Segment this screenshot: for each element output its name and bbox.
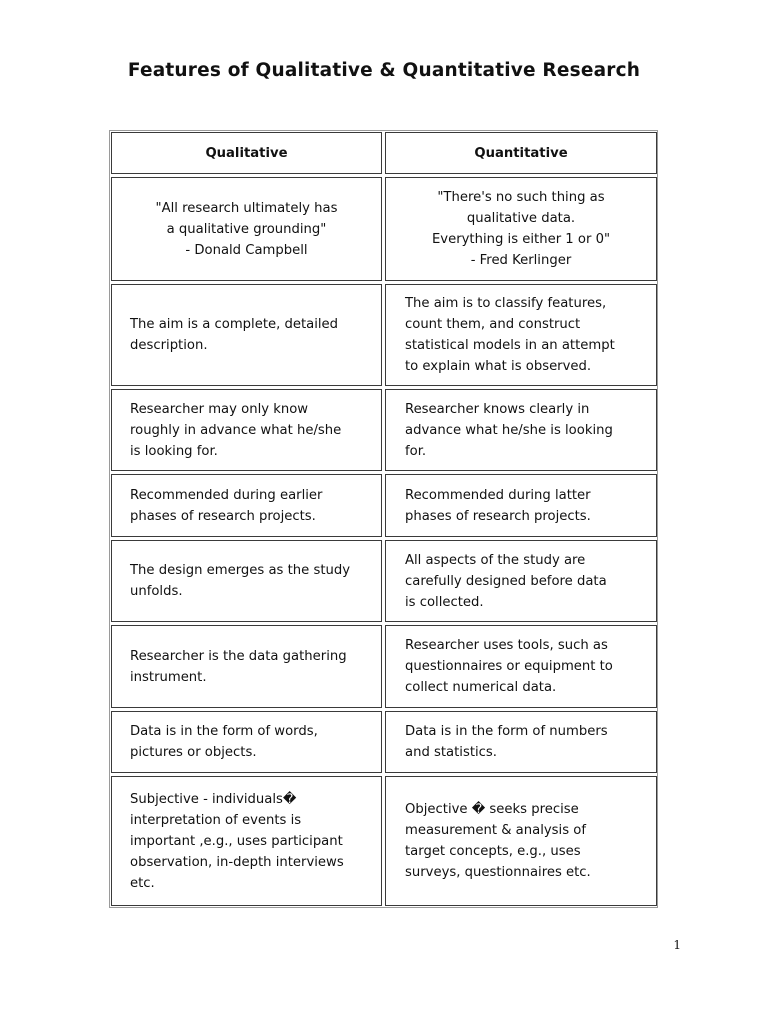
cell-text: The aim is a complete, detailed description. (130, 317, 339, 353)
table-cell-quantitative (385, 177, 657, 281)
table-header-quantitative (385, 132, 657, 174)
table-cell-qualitative (111, 625, 382, 708)
cell-text: "All research ultimately has a qualitative grounding" - Donald Campbell (155, 200, 338, 258)
cell-text: The aim is to classify features, count them, and construct statistical models in an attempt to explain what is observed. (405, 296, 615, 374)
cell-text: Subjective - individuals� interpretation of events is important ,e.g., uses participant observation, in-depth interviews etc. (130, 791, 344, 891)
table-cell-quantitative (385, 540, 657, 622)
cell-text: Researcher knows clearly in advance what he/she is looking for. (405, 401, 613, 459)
document-title: Features of Qualitative & Quantitative Research (127, 60, 641, 81)
cell-text: Objective � seeks precise measurement & analysis of target concepts, e.g., uses surveys, questionnaires etc. (405, 802, 591, 880)
table-cell-quantitative (385, 389, 657, 471)
header-label: Qualitative (205, 145, 288, 161)
table-cell-quantitative (385, 776, 657, 906)
table-cell-qualitative (111, 776, 382, 906)
cell-text: Recommended during earlier phases of research projects. (130, 487, 323, 524)
cell-text: Researcher is the data gathering instrument. (130, 648, 347, 685)
page-number: 1 (673, 938, 681, 952)
cell-text: Data is in the form of numbers and statistics. (405, 724, 608, 760)
cell-text: Recommended during latter phases of research projects. (405, 487, 591, 524)
cell-text: All aspects of the study are carefully designed before data is collected. (405, 552, 607, 610)
table-cell-quantitative (385, 625, 657, 708)
header-label: Quantitative (474, 145, 568, 161)
table-cell-quantitative (385, 474, 657, 537)
cell-text: "There's no such thing as qualitative data. Everything is either 1 or 0" - Fred Kerlinger (431, 190, 611, 268)
cell-text: Researcher uses tools, such as questionnaires or equipment to collect numerical data. (405, 638, 613, 695)
cell-text: Data is in the form of words, pictures or objects. (130, 724, 318, 760)
table-cell-qualitative (111, 540, 382, 622)
table-cell-qualitative (111, 474, 382, 537)
table-cell-quantitative (385, 284, 657, 386)
table-header-qualitative (111, 132, 382, 174)
table-cell-qualitative (111, 177, 382, 281)
table-cell-qualitative (111, 284, 382, 386)
table-cell-quantitative (385, 711, 657, 773)
cell-text: The design emerges as the study unfolds. (130, 563, 351, 599)
table-cell-qualitative (111, 389, 382, 471)
cell-text: Researcher may only know roughly in advance what he/she is looking for. (130, 401, 342, 459)
table-cell-qualitative (111, 711, 382, 773)
